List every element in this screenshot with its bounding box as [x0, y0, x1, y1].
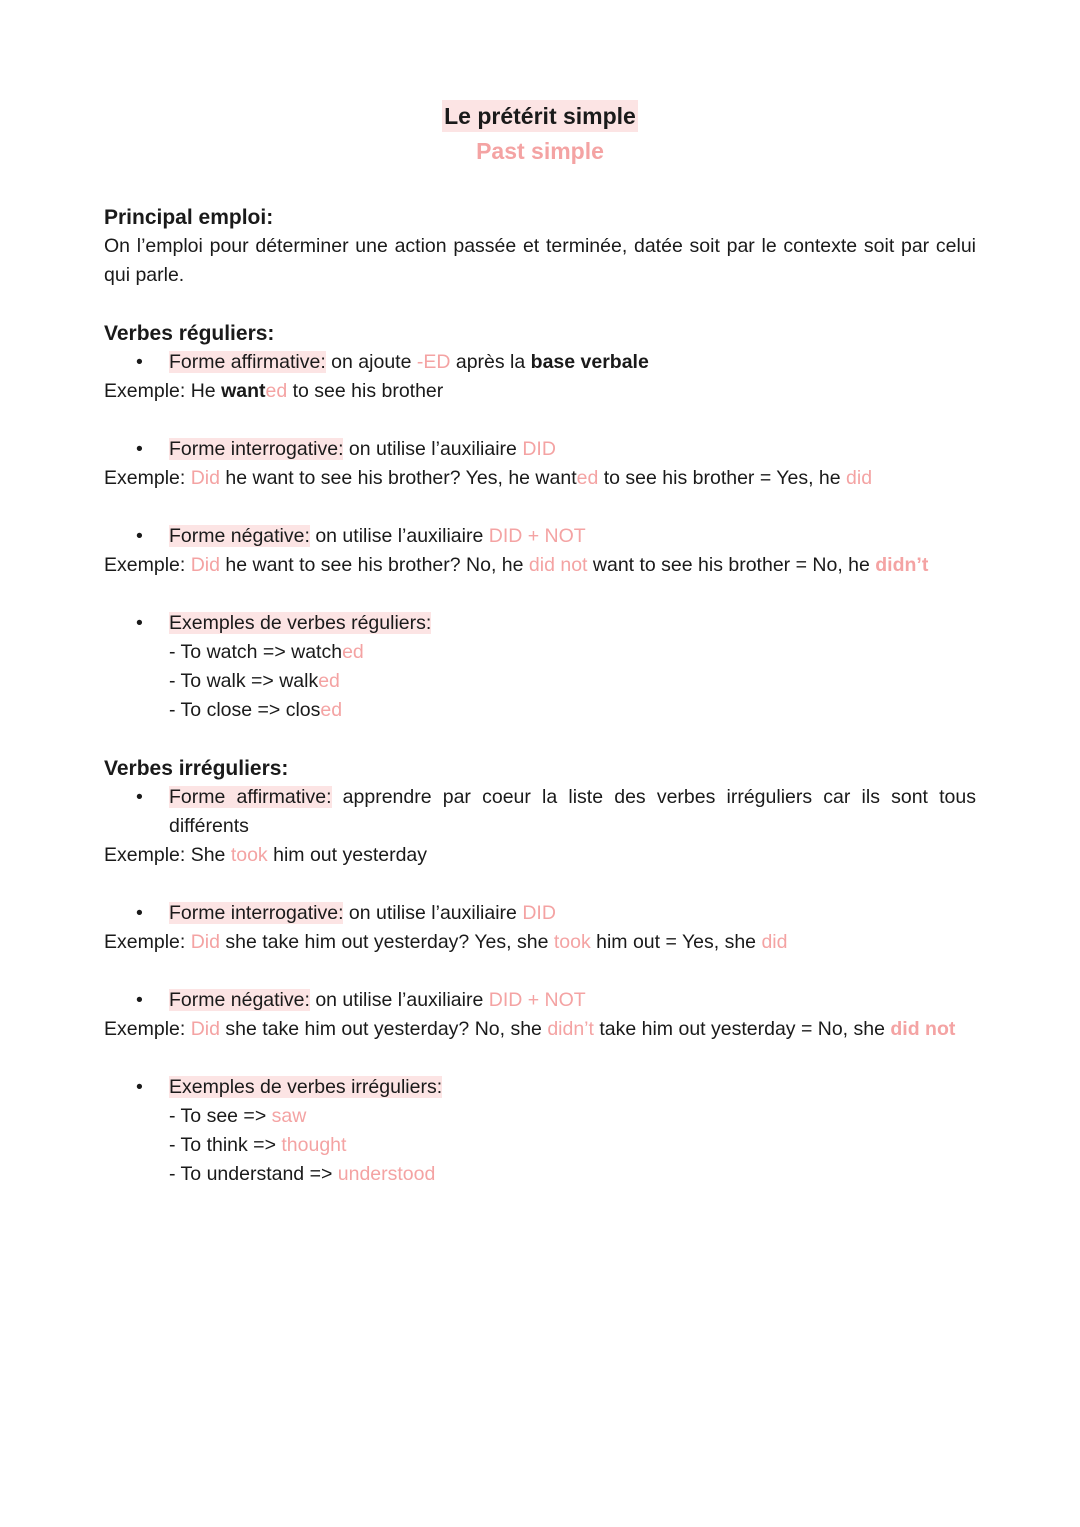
text-run: on ajoute: [325, 351, 417, 373]
list-item: [104, 638, 976, 667]
bullet-dot: •: [136, 525, 143, 547]
regular-examples-bullet: [104, 609, 976, 638]
irregular-examples-label: Exemples de verbes irréguliers:: [169, 1076, 443, 1098]
document-page: [104, 100, 976, 1189]
auxiliary: didn’t: [875, 554, 929, 576]
ed-suffix: ed: [318, 670, 340, 692]
text-run: take him out yesterday = No, she: [593, 1018, 891, 1040]
ed-suffix: -ED: [416, 351, 451, 373]
text-run: - To watch => watch: [169, 641, 343, 663]
auxiliary: DID + NOT: [488, 989, 586, 1011]
list-item: [104, 667, 976, 696]
past-form: took: [230, 844, 268, 866]
past-form: thought: [281, 1134, 347, 1156]
list-item: [104, 1160, 976, 1189]
text-run: - To close => clos: [169, 699, 321, 721]
auxiliary: did: [761, 931, 788, 953]
past-form: saw: [271, 1105, 307, 1127]
irregular-negative-example: [104, 1015, 976, 1044]
page-title: Le prétérit simple: [442, 100, 638, 132]
text-run: après la: [450, 351, 531, 373]
irregular-interrogative-example: [104, 928, 976, 957]
text-run: Exemple:: [104, 554, 191, 576]
text-run: - To walk => walk: [169, 670, 319, 692]
text-run: on utilise l’auxiliaire: [309, 989, 489, 1011]
regular-interrogative-label: Forme interrogative:: [169, 438, 344, 460]
regular-examples-label: Exemples de verbes réguliers:: [169, 612, 432, 634]
text-run: - To understand =>: [169, 1163, 338, 1185]
text-run: want to see his brother = No, he: [587, 554, 876, 576]
irregular-negative-label: Forme négative:: [169, 989, 310, 1011]
text-run: - To think =>: [169, 1134, 282, 1156]
ed-suffix: ed: [342, 641, 364, 663]
text-run: she take him out yesterday? Yes, she: [219, 931, 554, 953]
past-form: understood: [337, 1163, 436, 1185]
ed-suffix: ed: [576, 467, 599, 489]
auxiliary: didn’t: [547, 1018, 594, 1040]
regular-affirmative-bullet: [104, 348, 976, 377]
regular-verbs-heading: Verbes réguliers:: [104, 322, 275, 345]
text-run: him out = Yes, she: [590, 931, 762, 953]
list-item: [104, 696, 976, 725]
text-run: on utilise l’auxiliaire: [309, 525, 489, 547]
text-run: to see his brother: [287, 380, 444, 402]
irregular-examples-bullet: [104, 1073, 976, 1102]
regular-affirmative-example: [104, 377, 976, 406]
irregular-affirmative-label: Forme affirmative:: [169, 786, 332, 808]
text-run: him out yesterday: [267, 844, 428, 866]
text-run: to see his brother = Yes, he: [598, 467, 847, 489]
auxiliary: Did: [190, 1018, 220, 1040]
regular-affirmative-label: Forme affirmative:: [169, 351, 326, 373]
text-run: apprendre par coeur la liste des verbes irréguliers car ils sont tous différents: [169, 786, 976, 837]
auxiliary: Did: [190, 554, 220, 576]
auxiliary: Did: [190, 931, 220, 953]
regular-interrogative-bullet: [104, 435, 976, 464]
auxiliary: did: [528, 554, 555, 576]
irregular-interrogative-label: Forme interrogative:: [169, 902, 344, 924]
regular-negative-example: [104, 551, 976, 580]
ed-suffix: ed: [320, 699, 343, 721]
text-run: - To see =>: [169, 1105, 272, 1127]
auxiliary: did not: [890, 1018, 956, 1040]
list-item: [104, 1131, 976, 1160]
bullet-dot: •: [136, 786, 143, 808]
auxiliary: Did: [190, 467, 220, 489]
bullet-dot: •: [136, 989, 143, 1011]
irregular-interrogative-bullet: [104, 899, 976, 928]
regular-interrogative-example: [104, 464, 976, 493]
auxiliary: DID: [522, 902, 556, 924]
text-run: on utilise l’auxiliaire: [343, 438, 523, 460]
irregular-affirmative-example: [104, 841, 976, 870]
text-run: Exemple: He: [104, 380, 222, 402]
regular-negative-label: Forme négative:: [169, 525, 310, 547]
ed-suffix: ed: [265, 380, 288, 402]
list-item: [104, 1102, 976, 1131]
verb-stem: want: [221, 380, 266, 402]
text-run: Exemple:: [104, 1018, 191, 1040]
text-run: Exemple:: [104, 467, 191, 489]
bullet-dot: •: [136, 612, 143, 634]
page-subtitle: Past simple: [476, 138, 604, 164]
principal-heading: Principal emploi:: [104, 206, 274, 229]
text-run: he want to see his brother? Yes, he want: [219, 467, 577, 489]
irregular-verbs-heading: Verbes irréguliers:: [104, 757, 289, 780]
irregular-affirmative-bullet: [104, 783, 976, 841]
auxiliary: did: [846, 467, 873, 489]
text-run: on utilise l’auxiliaire: [343, 902, 523, 924]
past-form: took: [553, 931, 591, 953]
text-run: he want to see his brother? No, he: [219, 554, 529, 576]
auxiliary: DID: [522, 438, 556, 460]
negation: not: [560, 554, 588, 576]
irregular-negative-bullet: [104, 986, 976, 1015]
regular-negative-bullet: [104, 522, 976, 551]
bullet-dot: •: [136, 351, 143, 373]
bullet-dot: •: [136, 1076, 143, 1098]
text-run: Exemple: She: [104, 844, 231, 866]
base-verbale: base verbale: [530, 351, 649, 373]
text-run: she take him out yesterday? No, she: [219, 1018, 548, 1040]
text-run: Exemple:: [104, 931, 191, 953]
auxiliary: DID + NOT: [488, 525, 586, 547]
title-block: [104, 100, 976, 167]
principal-text: On l’emploi pour déterminer une action passée et terminée, datée soit par le contexte soit par celui qui parle.: [104, 235, 976, 286]
bullet-dot: •: [136, 902, 143, 924]
bullet-dot: •: [136, 438, 143, 460]
